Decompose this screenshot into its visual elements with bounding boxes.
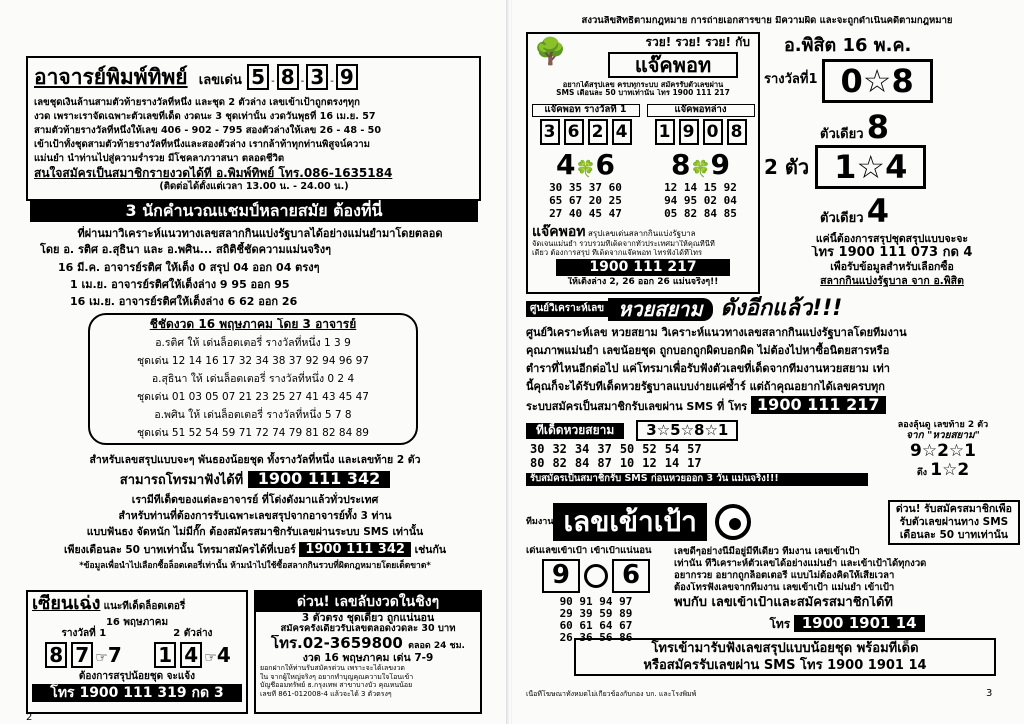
siam-from: จาก "หวยสยาม" — [906, 430, 980, 442]
siam-number: 84 — [574, 456, 590, 471]
jackpot-digit: 8 — [727, 119, 747, 145]
pimtip-line: งวด เพราะเราจัดเฉพาะตัวเลขที่เด็ด งวดนะ 3 ชุดเท่านั้น งวดวันพุธที่ 16 เม.ย. 57 — [34, 111, 376, 122]
lek-para: เท่านั้น ที่วิเคราะห์ตัวเลขได้อย่างแม่นยำ และเข้าเป้าได้ทุกงวด — [674, 558, 927, 569]
sms-fee: เพียงเดือนละ 50 บาทเท่านั้น โทรมาสมัครได้ที่เบอร์ — [63, 544, 296, 556]
sian-digit: 7 — [71, 642, 93, 668]
pisit-two: 1☆4 — [815, 145, 926, 189]
secret-fine: เลขที่ 861-012008-4 แล้วจะได้ 3 ตัวตรงๆ — [260, 689, 392, 698]
pimtip-ad: อาจารย์พิมพ์ทิพย์ เลขเด่น 5 - 8 - 3 - 9 เลขชุดเงินล้านสามตัวท้ายรางวัลที่หนึ่ง และชุด 2 ตัวล่าง เลขเข้าเป้าถูกตรงๆทุก งวด เพราะเราจัดเฉพาะตัวเลขที่เด็ด งวดนะ 3 ชุดเท่านั้น งวดวันพุธที่ 16 เม.ย. 57 สามตัวท้ายรางวัลที่หนึ่งให้เลข 406 - 902 - 795 สองตัวล่างให้เลข 26 - 48 - 50 เข้าเป้าทั้งชุดสามตัวท้ายรางวัลที่หนึ่งและสองตัวล่าง เรากล้าท้าทุกท่านพิสูจน์ความ แม่นยำ นำท่านไปสู่ความร่ำรวย มีโชคลาภวาสนา ตลอดชีวิต สนใจสมัครเป็นสมาชิกรายงวดได้ที่ อ.พิมพ์ทิพย์ โทร.086-1635184 (ติดต่อได้ตั้งแต่เวลา 13.00 น. - 24.00 น.) — [26, 56, 481, 201]
jackpot-digit: 4 — [612, 119, 632, 145]
siam-number: 32 — [552, 442, 567, 457]
lek-big: 6 — [612, 559, 650, 593]
secret-phone: โทร.02-3659800 — [271, 634, 403, 652]
jackpot-set: 65 67 20 25 — [549, 194, 622, 208]
secret-draw: งวด 16 พฤษภาคม เด่น 7-9 — [302, 652, 434, 665]
jackpot-set: 27 40 45 47 — [549, 207, 622, 221]
jackpot-footer: แจ๊คพอท — [532, 224, 586, 241]
jackpot-big: 4 — [556, 147, 576, 181]
pimtip-lead: เลขเด่น — [198, 73, 242, 88]
pisit-single: 4 — [866, 192, 889, 231]
siam-bar: ทีเด็ดหวยสยาม — [526, 423, 624, 439]
pisit-text: แค่นี้ต้องการสรุปชุดสรุปแบบจะจะ — [815, 233, 969, 246]
secret-fine: ยอกฝากให้ท่านรับสมัครด่วน เพราะจะได้เลขงวด — [260, 664, 405, 673]
secret-line: 3 ตัวตรง ชุดเดียว ถูกแน่นอน — [301, 612, 435, 624]
pimtip-line: สามตัวท้ายรางวัลที่หนึ่งให้เลข 406 - 902 - 795 สองตัวล่างให้เลข 26 - 48 - 50 — [34, 125, 382, 136]
jackpot-set: 94 95 02 04 — [664, 194, 737, 208]
master-set: ชุดเด่น 51 52 54 59 71 72 74 79 81 82 84 89 — [137, 426, 369, 439]
siam-number: 14 — [664, 456, 680, 471]
lek-set: 29 39 59 89 — [559, 607, 633, 620]
sian-digit: 4 — [216, 642, 231, 667]
siam-para: คุณภาพแม่นยำ เลขน้อยชุด ถูกบอกถูกผิดบอกผิด ไม่ต้องไปหาซื้อนิตยสารหรือ — [526, 344, 890, 357]
pisit-main: 0☆8 — [822, 59, 933, 103]
lek-tel: โทร — [769, 616, 791, 631]
pimtip-line: แม่นยำ นำท่านไปสู่ความร่ำรวย มีโชคลาภวาสนา ตลอดชีวิต — [34, 153, 285, 164]
lek-para: เลขดีๆอย่างนี้มีอยู่มีที่เดียว ทีมงาน เลขเข้าเป้า — [674, 546, 860, 557]
master-row: อ.พศิน ให้ เด่นล็อตเตอรี่ รางวัลที่หนึ่ง 5 7 8 — [154, 408, 352, 421]
footer-fine: เนื้อที่โฆษณาทั้งหมดไม่เกี่ยวข้องกับกอง บก. และโรงพิมพ์ — [526, 690, 697, 698]
page-number: 3 — [986, 688, 993, 699]
sian-digit: 8 — [45, 642, 67, 668]
jackpot-set: 12 14 15 92 — [664, 181, 737, 195]
jackpot-big: 9 — [710, 147, 730, 181]
lek-set: 60 61 64 67 — [559, 619, 633, 632]
siam-teng: ตึง — [916, 468, 928, 479]
master-row: อ.สุธินา ให้ เด่นล็อตเตอรี่ รางวัลที่หนึ่ง 0 2 4 — [151, 372, 355, 385]
secret-head: ด่วน! เลขลับงวดในชิงๆ — [256, 592, 480, 612]
jackpot-digit: 9 — [679, 119, 699, 145]
jackpot-big: 6 — [595, 147, 615, 181]
siam-pick: 1☆2 — [930, 460, 970, 481]
lek-team: ทีมงาน — [526, 516, 554, 527]
siam-number: 10 — [619, 456, 635, 471]
sms-line: สำหรับเลขสรุปแบบจะๆ พันธองน้อยชุด ทั้งรางวัลที่หนึ่ง และเลขท้าย 2 ตัว — [89, 454, 421, 466]
siam-number: 87 — [597, 456, 612, 471]
sms-info: เรามีทีเด็ดของแต่ละอาจารย์ ที่โด่งดังมาแล้วทั่วประเทศ — [131, 494, 379, 506]
jackpot-big: 8 — [671, 147, 691, 181]
sian-label: 2 ตัวล่าง — [173, 628, 213, 640]
masters-frame — [88, 313, 418, 445]
sian-tel: โทร — [50, 685, 75, 702]
jackpot-ad: รวย! รวย! รวย! กับ 🌳 แจ๊คพอท อยากได้สรุปเลข ครบทุกระบบ สมัครรับตัวเลขผ่าน SMS เดือนละ 50 บาทเท่านั้น โทร 1900 111 217 แจ๊คพอท รางวัลที่ 1 3 6 2 4 4🍀6 30 35 37 60 65 67 20 25 27 40 45 47 แจ๊คพอทล่าง 1 9 0 8 8🍀9 12 14 15 92 94 95 02 04 05 82 84 85 แจ๊คพอท สรุปเลขเด่นสลากกินแบ่งรัฐบาล จัดเจนแม่นยำ รวบรวมทีเด็ดจากทั่วประเทศมาให้คุณที่นี่ที่ เดียว ต้องการสรุป ทีเด็ดจากแจ๊คพอท โทรฟังได้ที่โทร 1900 111 217 ให้เต็งล่าง 2, 26 ออก 26 แม่นจริงๆ!! — [526, 32, 760, 294]
jackpot-footer: สรุปเลขเด่นสลากกินแบ่งรัฐบาล — [588, 229, 696, 239]
siam-number: 54 — [664, 442, 680, 457]
lek-phone: 1900 1901 14 — [794, 615, 925, 632]
secret-fine: บัญชีออมทรัพย์ ธ.กรุงเทพ สาขาบางบัว คุณหนน้อย — [260, 681, 413, 690]
siam-number: 12 — [642, 456, 657, 471]
lek-ad — [526, 500, 1020, 644]
pisit-title: อ.พิสิต 16 พ.ค. — [784, 36, 912, 56]
left-page — [0, 0, 508, 724]
secret-hours: ตลอด 24 ชม. — [408, 640, 465, 651]
masters-banner: 3 นักคำนวณแชมป์หลายสมัย ต้องที่นี่ — [30, 200, 478, 222]
lek-call: โทรเข้ามารับฟังเลขสรุปแบบน้อยชุด พร้อมทีเด็ด — [651, 641, 919, 656]
siam-number: 80 — [530, 456, 545, 471]
lek-para: อยากรวย อยากถูกล็อตเตอรี่ แบบไม่ต้องคิดให้เสียเวลา — [674, 570, 895, 581]
siam-number: 37 — [597, 442, 612, 457]
sms-info: สำหรับท่านที่ต้องการรับเฉพาะเลขสรุปจากอาจารย์ทั้ง 3 ท่าน — [118, 510, 392, 522]
jackpot-tag: อยากได้สรุปเลข ครบทุกระบบ สมัครรับตัวเลขผ่าน — [562, 80, 724, 89]
lek-urgent: เดือนละ 50 บาทเท่านั้น — [899, 528, 1008, 541]
money-tree-icon: 🌳 — [534, 37, 567, 67]
lek-sub: เด่นเลขเข้าเป้า เข้าเป้าแน่นอน — [526, 546, 652, 556]
secret-ad — [254, 590, 482, 714]
lek-urgent: ด่วน! รับสมัครสมาชิกเพื่อ — [895, 502, 1012, 515]
copyright-notice: สงวนลิขสิทธิ์ตามกฎหมาย การถ่ายเอกสารขาย มีความผิด และจะถูกดำเนินคดีตามกฎหมาย — [581, 16, 953, 26]
lek-urgent: รับตัวเลขผ่านทาง SMS — [899, 515, 1009, 528]
masters-intro: โดย อ. รติศ อ.สุธินา และ อ.พศิน... สถิติชี้ชัดความแม่นจริงๆ — [40, 243, 332, 256]
siam-lucky: ลองลุ้นดู เลขท้าย 2 ตัว — [897, 420, 989, 430]
jackpot-digit: 0 — [703, 119, 723, 145]
pimtip-line: เลขชุดเงินล้านสามตัวท้ายรางวัลที่หนึ่ง และชุด 2 ตัวล่าง เลขเข้าเป้าถูกตรงๆทุก — [34, 97, 360, 108]
sian-digit: 7 — [107, 642, 122, 667]
pimtip-digit: 5 — [247, 64, 269, 90]
lek-plus: พบกับ เลขเข้าเป้าและสมัครสมาชิกได้ที่ — [674, 596, 893, 610]
pisit-single-label: ตัวเดียว — [820, 126, 864, 142]
sian-note: ต้องการสรุปน้อยชุด จะแจ้ง — [78, 670, 196, 682]
siam-number: 17 — [687, 456, 702, 471]
disclaimer: *ข้อมูลเพื่อนำไปเลือกซื้อล็อตเตอรี่เท่านั้น ห้ามนำไปใช้ซื้อสลากกินรวบที่ผิดกฎหมายโดยเด็ดขาด* — [79, 561, 431, 571]
pimtip-title: อาจารย์พิมพ์ทิพย์ — [34, 65, 188, 89]
pisit-text: สลากกินแบ่งรัฐบาล จาก อ.พิสิต — [820, 275, 964, 288]
sian-title: เซียนเฉ่ง — [32, 594, 101, 614]
jackpot-footer: ให้เต็งล่าง 2, 26 ออก 26 แม่นจริงๆ!! — [567, 276, 719, 287]
pisit-text: โทร 1900 111 073 กด 4 — [811, 246, 973, 261]
lek-set: 26 36 56 86 — [559, 631, 633, 644]
siam-number: 52 — [642, 442, 657, 457]
jackpot-digit: 1 — [655, 119, 675, 145]
stat-row: 16 มี.ค. อาจารย์รติศ ให้เต็ง 0 สรุป 04 ออก 04 ตรงๆ — [58, 261, 320, 274]
pisit-single: 8 — [866, 107, 889, 146]
siam-stars: 3☆5☆8☆1 — [636, 420, 738, 441]
siam-name: หวยสยาม — [608, 298, 712, 321]
master-set: ชุดเด่น 12 14 16 17 32 34 38 37 92 94 96 97 — [137, 354, 369, 367]
stat-row: 1 เม.ย. อาจารย์รติศให้เต็งล่าง 9 95 ออก 95 — [70, 278, 290, 291]
sian-ad: เซียนเฉ่ง แนะทีเด็ดล็อตเตอรี่ 16 พฤษภาคม รางวัลที่ 1 2 ตัวล่าง 8 7 ☞7 1 4 ☞4 ต้องการสรุปน้อยชุด จะแจ้ง โทร 1900 111 319 กด 3 — [26, 590, 248, 714]
lek-name: เลขเข้าเป้า — [553, 503, 706, 541]
siam-phone: 1900 111 217 — [751, 396, 885, 414]
sian-digit: 4 — [180, 642, 202, 668]
lek-big: 9 — [542, 559, 580, 593]
pimtip-digit: 8 — [277, 64, 299, 90]
siam-tail: ดังอีกแล้ว!!! — [720, 296, 843, 322]
jackpot-set: 30 35 37 60 — [549, 181, 622, 195]
siam-ad — [526, 296, 1020, 498]
pimtip-line: เข้าเป้าทั้งชุดสามตัวท้ายรางวัลที่หนึ่งและสองตัวล่าง เรากล้าท้าทุกท่านพิสูจน์ความ — [34, 139, 370, 150]
pisit-label: 2 ตัว — [764, 154, 810, 179]
secret-fine: ใน จากผู้ใหญ่จริงๆ อยากทำบุญคุณความใจโอนเข้า — [260, 672, 414, 681]
sian-phone: 1900 111 319 — [79, 685, 187, 702]
siam-number: 34 — [574, 442, 590, 457]
pimtip-hours: (ติดต่อได้ตั้งแต่เวลา 13.00 น. - 24.00 น.) — [159, 181, 349, 192]
sms-line: สามารถโทรมาฟังได้ที่ — [119, 473, 244, 488]
lek-call: หรือสมัครรับเลขผ่าน SMS โทร 1900 1901 14 — [643, 658, 927, 673]
sms-phone: 1900 111 342 — [248, 471, 390, 488]
jackpot-label: แจ๊คพอทล่าง — [647, 104, 755, 117]
siam-para: ศูนย์วิเคราะห์เลข หวยสยาม วิเคราะห์แนวทางเลขสลากกินแบ่งรัฐบาลโดยทีมงาน — [526, 326, 907, 339]
lek-para: ต้องโทรฟังเลขจากทีมงาน เลขเข้าเป้า แม่นยำ เข้าเป้า — [674, 582, 895, 593]
pisit-ad — [764, 32, 1020, 294]
master-row: อ.รติศ ให้ เด่นล็อตเตอรี่ รางวัลที่หนึ่ง 1 3 9 — [155, 336, 351, 349]
jackpot-name: แจ๊คพอท — [608, 52, 738, 78]
siam-para: นี้คุณก็จะได้รับทีเด็ดหวยรัฐบาลแบบง่ายแค่ซ้ำร์ แต่ถ้าคุณอยากได้เลขครบทุก — [526, 380, 885, 393]
pimtip-signup: สนใจสมัครเป็นสมาชิกรายงวดได้ที่ อ.พิมพ์ทิพย์ โทร.086-1635184 — [34, 166, 393, 180]
siam-para: ตำราที่ไหนอีกต่อไป แค่โทรมาเพื่อรับฟังตัวเลขที่เด็ดจากทีมงานหวยสยาม เท่า — [526, 362, 890, 375]
target-icon — [584, 564, 608, 588]
siam-number: 57 — [687, 442, 702, 457]
sian-ext: กด 3 — [191, 685, 224, 702]
siam-number: 30 — [530, 442, 545, 457]
jackpot-phone: 1900 111 217 — [556, 259, 730, 276]
lek-call-box — [574, 638, 996, 676]
pimtip-digit: 9 — [336, 64, 358, 90]
jackpot-digit: 2 — [588, 119, 608, 145]
sms-fee: เช่นกัน — [414, 544, 447, 556]
jackpot-label: แจ๊คพอท รางวัลที่ 1 — [532, 104, 640, 117]
siam-footer: รับสมัครเป็นสมาชิกรับ SMS ก่อนหวยออก 3 วัน แม่นจริง!!! — [526, 473, 868, 486]
jackpot-footer: เดียว ต้องการสรุป ทีเด็ดจากแจ๊คพอท โทรฟังได้ที่โทร — [532, 248, 702, 257]
jackpot-rich: รวย! รวย! รวย! กับ — [645, 36, 750, 49]
sian-sub: แนะทีเด็ดล็อตเตอรี่ — [103, 601, 186, 612]
siam-table — [526, 443, 706, 471]
master-set: ชุดเด่น 01 03 05 07 21 23 25 27 41 43 45 47 — [137, 390, 369, 403]
jackpot-footer: จัดเจนแม่นยำ รวบรวมทีเด็ดจากทั่วประเทศมาให้คุณที่นี่ที่ — [532, 240, 715, 249]
sms-phone: 1900 111 342 — [299, 542, 411, 557]
jackpot-sms: SMS เดือนละ 50 บาทเท่านั้น โทร 1900 111 217 — [556, 89, 730, 98]
siam-pick: 9☆2☆1 — [910, 440, 976, 461]
siam-sms: ระบบสมัครเป็นสมาชิกรับเลขผ่าน SMS ที่ โทร — [526, 400, 748, 413]
pimtip-digit: 3 — [306, 64, 328, 90]
right-page — [512, 0, 1024, 724]
jackpot-set: 05 82 84 85 — [664, 207, 737, 221]
pisit-text: เพื่อรับข้อมูลสำหรับเลือกซื้อ — [830, 261, 954, 274]
siam-number: 50 — [619, 442, 635, 457]
sian-digit: 1 — [154, 642, 176, 668]
target-icon — [715, 504, 751, 540]
pisit-single-label: ตัวเดียว — [820, 211, 864, 227]
pisit-label: รางวัลที่1 — [764, 72, 818, 88]
siam-number: 82 — [552, 456, 567, 471]
page-number: 2 — [26, 712, 33, 723]
jackpot-digit: 6 — [564, 119, 584, 145]
lek-set: 90 91 94 97 — [559, 595, 633, 608]
jackpot-digit: 3 — [540, 119, 560, 145]
masters-intro: ที่ผ่านมาวิเคราะห์แนวทางเลขสลากกินแบ่งรัฐบาลได้อย่างแม่นยำมาโดยตลอด — [77, 227, 443, 240]
secret-line: สมัครครั้งเดียวรับเลขตลอดงวดละ 30 บาท — [280, 624, 456, 635]
stat-row: 16 เม.ย. อาจารย์รติศให้เต็งล่าง 6 62 ออก 26 — [70, 295, 298, 308]
sms-info: แบบฟันธง จัดหนัก ไม่มีกั๊ก ต้องสมัครสมาชิกรับเลขผ่านระบบ SMS เท่านั้น — [86, 526, 424, 538]
masters-frame-title: ชี้ชัดงวด 16 พฤษภาคม โดย 3 อาจารย์ — [149, 318, 357, 331]
siam-lead: ศูนย์วิเคราะห์เลข — [526, 301, 608, 317]
sian-date: 16 พฤษภาคม — [105, 616, 169, 628]
sian-label: รางวัลที่ 1 — [61, 628, 107, 640]
